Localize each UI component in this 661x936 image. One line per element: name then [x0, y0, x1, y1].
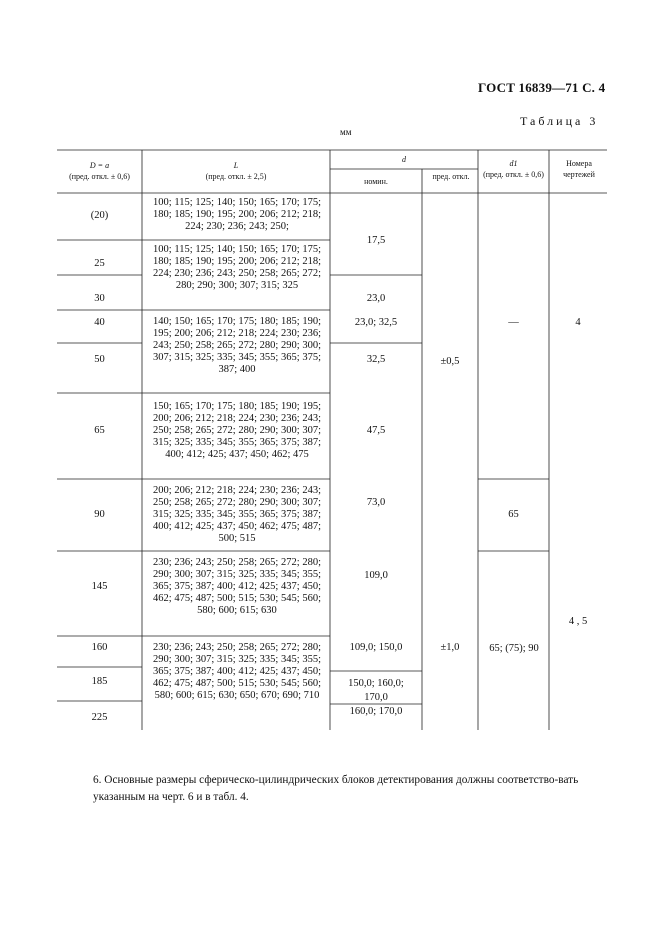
d-nominal: 109,0: [364, 570, 388, 581]
col-L-title: L: [233, 161, 239, 170]
page-header: ГОСТ 16839—71 С. 4: [478, 80, 606, 95]
L-values: 230; 236; 243; 250; 258; 265; 272; 280; 290; 300; 307; 315; 325; 335; 345; 355; 365; 375; 387; 400; 412; 425; 437; 450; 462; 475; 487; 500; 515; 530; 545; 560; 580; 600; 615; 630: [153, 557, 321, 617]
D-value: 90: [94, 509, 105, 520]
D-value: 25: [94, 258, 105, 269]
L-values: 150; 165; 170; 175; 180; 185; 190; 195; 200; 206; 212; 218; 224; 230; 236; 243; 250; 258; 265; 272; 280; 290; 300; 307; 315; 325; 335; 345; 355; 365; 375; 387; 400; 412; 425; 437; 450; 462; 475: [153, 401, 321, 461]
col-L-tolerance: (пред. откл. ± 2,5): [205, 172, 267, 181]
D-value: 65: [94, 425, 105, 436]
L-values: 230; 236; 243; 250; 258; 265; 272; 280; 290; 300; 307; 315; 325; 335; 345; 355; 365; 375; 387; 400; 412; 425; 437; 450; 462; 475; 487; 500; 515; 530; 545; 560; 580; 600; 615; 630; 650; 670; 690; 710: [153, 642, 321, 702]
table-caption: Таблица 3: [520, 114, 599, 128]
D-value: (20): [90, 210, 109, 221]
paragraph-6: [93, 772, 603, 806]
d-nominal: 160,0; 170,0: [349, 706, 403, 717]
col-d-tolerance-header: пред. откл.: [432, 172, 470, 181]
L-values: 140; 150; 165; 170; 175; 180; 185; 190; 195; 200; 206; 212; 218; 224; 230; 236; 243; 250; 258; 265; 272; 280; 290; 300; 307; 315; 325; 335; 345; 355; 365; 375; 387; 400: [153, 316, 321, 376]
d-nominal: 150,0; 160,0; 170,0: [348, 678, 404, 703]
col-D-header: [57, 160, 142, 182]
D-value: 225: [91, 712, 108, 723]
L-values: 100; 115; 125; 140; 150; 165; 170; 175; 180; 185; 190; 195; 200; 206; 212; 218; 224; 230; 236; 243; 250;: [153, 197, 321, 233]
d1-value: 65; (75); 90: [489, 643, 539, 654]
col-D-tolerance: (пред. откл. ± 0,6): [69, 172, 130, 181]
col-D-title: D = a: [89, 161, 110, 170]
paragraph-text: 6. Основные размеры сферическо-цилиндрических блоков детектирования должны соответство-вать указанным на черт. 6 и в табл. 4.: [93, 774, 579, 803]
col-d1-header: [478, 158, 549, 180]
col-drawings-header: Номера чертежей: [563, 159, 595, 179]
D-value: 185: [91, 676, 108, 687]
d-nominal: 73,0: [366, 497, 386, 508]
D-value: 50: [94, 354, 105, 365]
D-value: 160: [91, 642, 108, 653]
drawing-number: 4: [575, 317, 581, 328]
D-value: 40: [94, 317, 105, 328]
d-nominal: 32,5: [366, 354, 386, 365]
col-L-header: [142, 160, 330, 182]
d-nominal: 109,0; 150,0: [349, 642, 403, 653]
d-nominal: 17,5: [366, 235, 386, 246]
d-nominal: 23,0; 32,5: [354, 317, 398, 328]
L-values: 100; 115; 125; 140; 150; 165; 170; 175; 180; 185; 190; 195; 200; 206; 212; 218; 224; 230; 236; 243; 250; 258; 265; 272; 280; 290; 300; 307; 315; 325: [153, 244, 321, 292]
units-label: мм: [340, 127, 352, 137]
d-nominal: 23,0: [366, 293, 386, 304]
d-nominal: 47,5: [366, 425, 386, 436]
col-d1-tolerance: (пред. откл. ± 0,6): [483, 170, 544, 179]
col-d-title: d: [402, 155, 406, 164]
D-value: 30: [94, 293, 105, 304]
drawing-number: 4 , 5: [568, 616, 588, 627]
D-value: 145: [91, 581, 108, 592]
d-tolerance: ±0,5: [440, 356, 460, 367]
col-d1-title: d1: [509, 159, 518, 168]
d1-value: —: [508, 317, 519, 328]
col-d-nominal-header: номин.: [364, 177, 388, 186]
d1-value: 65: [508, 509, 519, 520]
L-values: 200; 206; 212; 218; 224; 230; 236; 243; 250; 258; 265; 272; 280; 290; 300; 307; 315; 325; 335; 345; 355; 365; 375; 387; 400; 412; 425; 437; 450; 462; 475; 487; 500; 515: [153, 485, 321, 545]
d-tolerance: ±1,0: [440, 642, 460, 653]
